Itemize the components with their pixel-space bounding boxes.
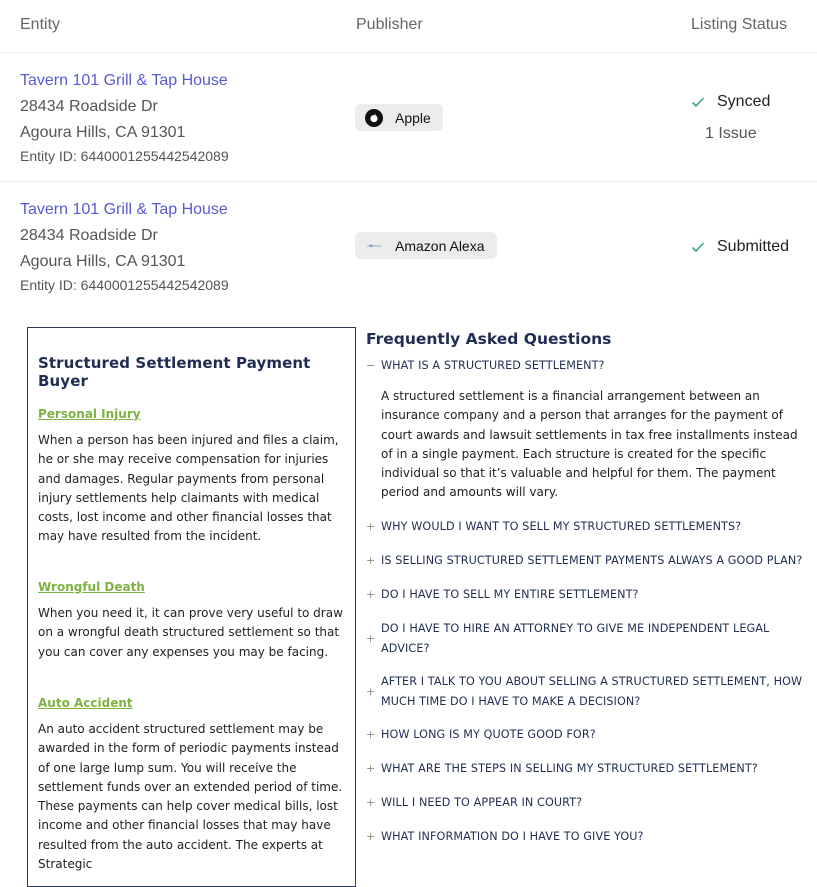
table-row	[0, 53, 817, 182]
faq-heading: Frequently Asked Questions	[366, 330, 612, 348]
faq-question-7[interactable]	[366, 725, 811, 745]
faq-question-text: IS SELLING STRUCTURED SETTLEMENT PAYMENTS ALWAYS A GOOD PLAN?	[381, 554, 803, 567]
publisher-name: Amazon Alexa	[395, 237, 485, 254]
faq-question-text: WHY WOULD I WANT TO SELL MY STRUCTURED SETTLEMENTS?	[381, 520, 742, 533]
faq-question-10[interactable]	[366, 827, 811, 847]
table-row	[0, 182, 817, 300]
auto-accident-text: An auto accident structured settlement may be awarded in the form of periodic payments instead of one large lump sum. You will receive the settlement funds over an extended period of time. These payments can help cover medical bills, lost income and other financial losses that may have resulted from the auto accident. The experts at Strategic	[38, 722, 343, 872]
settlement-buyer-card	[27, 327, 356, 887]
faq-question-text: DO I HAVE TO SELL MY ENTIRE SETTLEMENT?	[381, 588, 639, 601]
plus-icon: +	[366, 762, 376, 776]
entity-city-line: Agoura Hills, CA 91301	[20, 124, 186, 141]
entity-name-link[interactable]: Tavern 101 Grill & Tap House	[20, 72, 228, 89]
faq-question-6[interactable]	[366, 672, 811, 711]
faq-question-text: HOW LONG IS MY QUOTE GOOD FOR?	[381, 728, 596, 741]
publisher-column-header: Publisher	[356, 16, 423, 33]
entity-name-link[interactable]: Tavern 101 Grill & Tap House	[20, 201, 228, 218]
wrongful-death-text: When you need it, it can prove very useful to draw on a wrongful death structured settlement so that you can cover any expenses you may be facing.	[38, 606, 343, 659]
faq-question-text: WHAT ARE THE STEPS IN SELLING MY STRUCTURED SETTLEMENT?	[381, 762, 758, 775]
listing-status-column-header: Listing Status	[691, 16, 788, 33]
alexa-icon	[365, 239, 383, 253]
entity-address-line: 28434 Roadside Dr	[20, 98, 158, 115]
faq-question-text: WHAT INFORMATION DO I HAVE TO GIVE YOU?	[381, 830, 644, 843]
personal-injury-link[interactable]: Personal Injury	[38, 407, 141, 421]
plus-icon: +	[366, 796, 376, 810]
personal-injury-text: When a person has been injured and files a claim, he or she may receive compensation for injuries and damages. Regular payments from personal injury settlements help claimants with medical costs, lost income and other financial losses that may have resulted from the incident.	[38, 433, 339, 544]
entity-city-line: Agoura Hills, CA 91301	[20, 253, 186, 270]
minus-icon: −	[366, 359, 376, 373]
faq-question-1[interactable]	[366, 356, 811, 376]
issue-count-link[interactable]: 1 Issue	[705, 125, 757, 142]
plus-icon: +	[366, 588, 376, 602]
faq-question-8[interactable]	[366, 759, 811, 779]
plus-icon: +	[366, 520, 376, 534]
entity-column-header: Entity	[20, 16, 61, 33]
entity-id: Entity ID: 6440001255442542089	[20, 277, 229, 293]
plus-icon: +	[366, 830, 376, 844]
publisher-badge-amazon-alexa	[355, 232, 497, 259]
publisher-badge-apple	[355, 104, 443, 131]
publisher-name: Apple	[395, 109, 431, 126]
faq-answer-1: A structured settlement is a financial arrangement between an insurance company and a person that arranges for the payment of court awards and lawsuit settlements in tax free installments instead of in a single payment. Each structure is created for the specific individual so that it’s valuable and helpful for them. The payment period and amounts will vary.	[381, 389, 798, 500]
faq-question-9[interactable]	[366, 793, 811, 813]
card-title: Structured Settlement Payment Buyer	[38, 354, 311, 390]
entity-id: Entity ID: 6440001255442542089	[20, 148, 229, 164]
faq-question-text: AFTER I TALK TO YOU ABOUT SELLING A STRUCTURED SETTLEMENT, HOW MUCH TIME DO I HAVE TO MAKE A DECISION?	[381, 675, 803, 708]
listings-table-header	[0, 0, 817, 53]
entity-address-line: 28434 Roadside Dr	[20, 227, 158, 244]
status-label: Synced	[717, 93, 771, 110]
faq-question-5[interactable]	[366, 619, 811, 658]
auto-accident-link[interactable]: Auto Accident	[38, 696, 133, 710]
listing-status	[691, 93, 770, 111]
plus-icon: +	[366, 554, 376, 568]
listing-status	[691, 238, 789, 256]
faq-question-3[interactable]	[366, 551, 811, 571]
faq-question-2[interactable]	[366, 517, 811, 537]
plus-icon: +	[366, 685, 376, 698]
plus-icon: +	[366, 632, 376, 645]
faq-question-text: WILL I NEED TO APPEAR IN COURT?	[381, 796, 583, 809]
faq-question-4[interactable]	[366, 585, 811, 605]
plus-icon: +	[366, 728, 376, 742]
check-icon	[691, 240, 705, 254]
faq-question-text: WHAT IS A STRUCTURED SETTLEMENT?	[381, 359, 605, 372]
status-label: Submitted	[717, 238, 790, 255]
faq-question-text: DO I HAVE TO HIRE AN ATTORNEY TO GIVE ME INDEPENDENT LEGAL ADVICE?	[381, 622, 770, 655]
check-icon	[691, 95, 705, 109]
wrongful-death-link[interactable]: Wrongful Death	[38, 580, 145, 594]
apple-icon	[365, 109, 383, 127]
